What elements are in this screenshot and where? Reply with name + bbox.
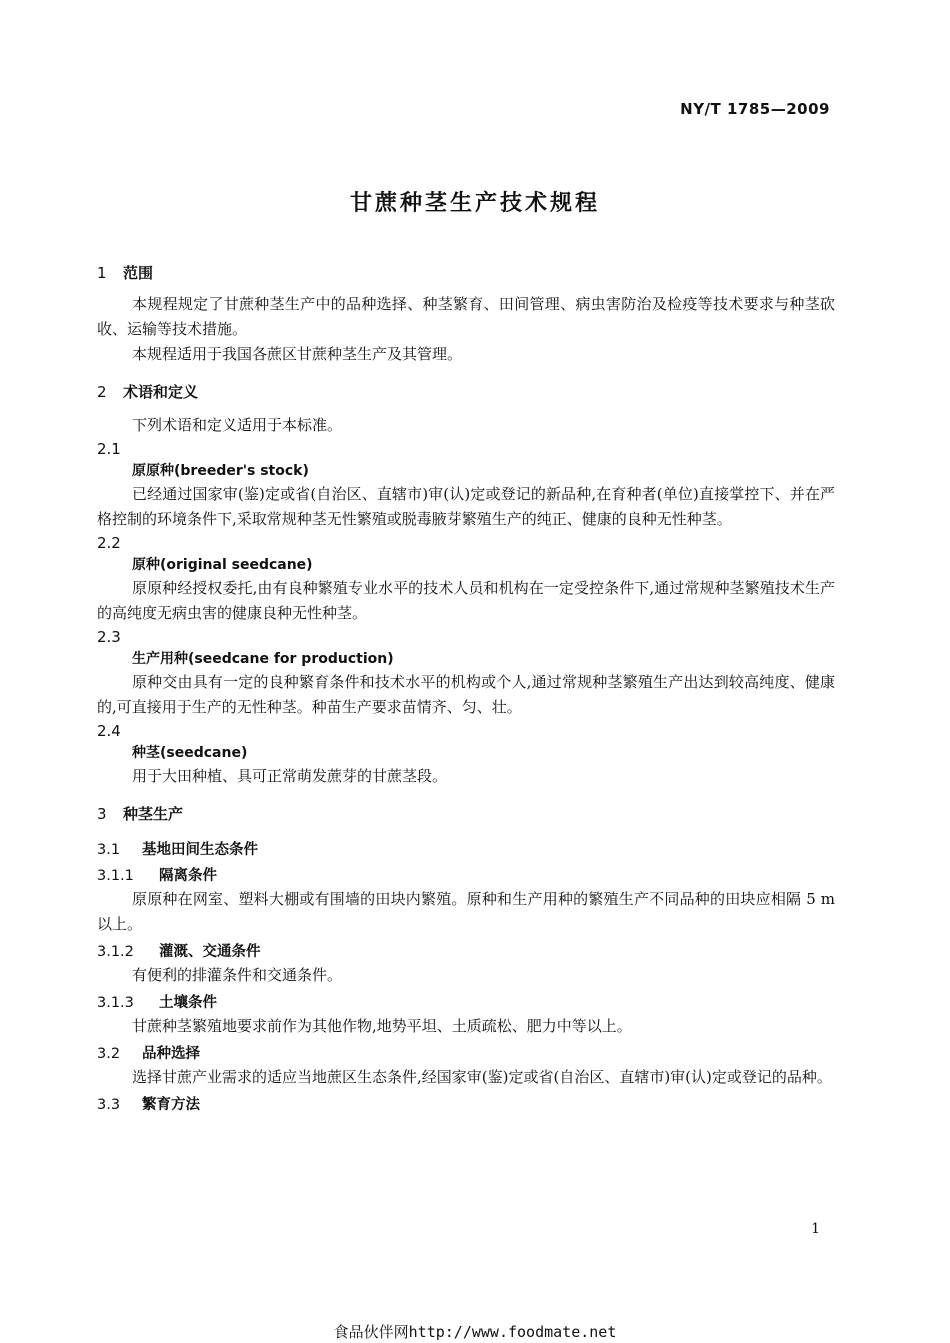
section-3-heading: [97, 803, 835, 825]
term-definition: 原种交由具有一定的良种繁育条件和技术水平的机构或个人,通过常规种茎繁殖生产出达到较高纯度、健康的,可直接用于生产的无性种茎。种苗生产要求苗情齐、匀、壮。: [97, 673, 835, 716]
section-title: 种茎生产: [123, 805, 184, 823]
subsection-number: 3.1.3: [97, 995, 134, 1011]
term-number: 2.2: [97, 534, 121, 552]
term-name: 种茎(seedcane): [132, 745, 248, 761]
subsection-3-2-heading: [97, 1043, 835, 1065]
term-name: 原原种(breeder's stock): [132, 463, 309, 479]
irrigation-paragraph: 有便利的排灌条件和交通条件。: [132, 966, 343, 984]
term-number: 2.4: [97, 722, 121, 740]
scope-paragraph-1: 本规程规定了甘蔗种茎生产中的品种选择、种茎繁育、田间管理、病虫害防治及检疫等技术要求与种茎砍收、运输等技术措施。: [97, 295, 835, 338]
subsection-title: 灌溉、交通条件: [159, 944, 261, 960]
term-name: 生产用种(seedcane for production): [132, 651, 394, 667]
term-definition: 用于大田种植、具可正常萌发蔗芽的甘蔗茎段。: [132, 767, 448, 785]
section-number: 3: [97, 805, 107, 823]
term-definition: 原原种经授权委托,由有良种繁殖专业水平的技术人员和机构在一定受控条件下,通过常规种茎繁殖技术生产的高纯度无病虫害的健康良种无性种茎。: [97, 579, 835, 622]
section-title: 术语和定义: [123, 383, 199, 401]
variety-paragraph: 选择甘蔗产业需求的适应当地蔗区生态条件,经国家审(鉴)定或省(自治区、直辖市)审(认)定或登记的品种。: [132, 1068, 832, 1086]
isolation-paragraph: 原原种在网室、塑料大棚或有围墙的田块内繁殖。原种和生产用种的繁殖生产不同品种的田块应相隔 5 m 以上。: [97, 890, 835, 933]
section-number: 1: [97, 264, 107, 282]
subsection-number: 3.1.2: [97, 944, 134, 960]
term-number: 2.1: [97, 440, 121, 458]
subsection-3-1-3-heading: [97, 992, 835, 1014]
subsection-title: 隔离条件: [159, 868, 217, 884]
footer-watermark: 食品伙伴网http://www.foodmate.net: [333, 1323, 617, 1341]
subsection-3-1-1-heading: [97, 865, 835, 887]
document-title: 甘蔗种茎生产技术规程: [349, 191, 600, 216]
term-number: 2.3: [97, 628, 121, 646]
section-1-heading: [97, 262, 835, 284]
subsection-title: 基地田间生态条件: [142, 842, 258, 858]
subsection-title: 土壤条件: [159, 995, 217, 1011]
subsection-title: 品种选择: [142, 1046, 200, 1062]
section-title: 范围: [123, 264, 154, 282]
subsection-3-1-2-heading: [97, 941, 835, 963]
scope-paragraph-2: 本规程适用于我国各蔗区甘蔗种茎生产及其管理。: [132, 345, 463, 363]
section-number: 2: [97, 383, 107, 401]
page-number: 1: [811, 1221, 820, 1237]
soil-paragraph: 甘蔗种茎繁殖地要求前作为其他作物,地势平坦、土质疏松、肥力中等以上。: [132, 1017, 632, 1035]
subsection-number: 3.1.1: [97, 868, 134, 884]
standard-code: NY/T 1785—2009: [680, 100, 830, 118]
subsection-number: 3.1: [97, 842, 121, 858]
terms-intro: 下列术语和定义适用于本标准。: [132, 416, 343, 434]
term-name: 原种(original seedcane): [132, 557, 313, 573]
subsection-3-3-heading: [97, 1094, 835, 1116]
subsection-number: 3.2: [97, 1046, 121, 1062]
term-definition: 已经通过国家审(鉴)定或省(自治区、直辖市)审(认)定或登记的新品种,在育种者(单位)直接掌控下、并在严格控制的环境条件下,采取常规种茎无性繁殖或脱毒腋芽繁殖生产的纯正、健康的良种无性种茎。: [97, 485, 835, 528]
subsection-3-1-heading: [97, 839, 835, 861]
subsection-title: 繁育方法: [142, 1097, 200, 1113]
section-2-heading: [97, 381, 835, 403]
subsection-number: 3.3: [97, 1097, 121, 1113]
document-body: [97, 262, 835, 1116]
